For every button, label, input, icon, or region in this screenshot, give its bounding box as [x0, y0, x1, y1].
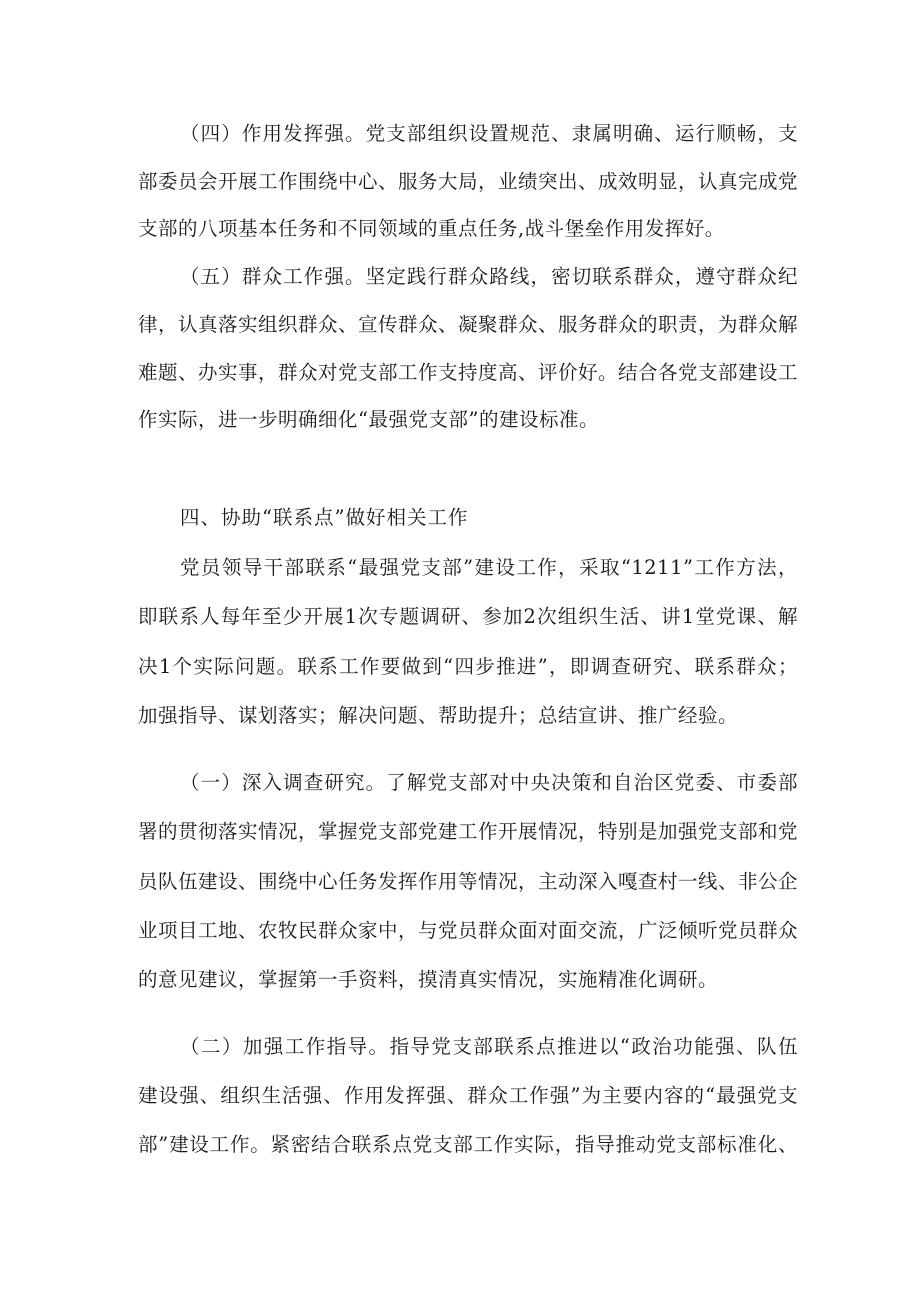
item-one-line-4: 业项目工地、农牧民群众家中，与党员群众面对面交流，广泛倾听党员群众 — [138, 919, 799, 942]
item-one-line-1: （一）深入调查研究。了解党支部对中央决策和自治区党委、市委部 — [180, 771, 798, 794]
section-v-line-1: （五）群众工作强。坚定践行群众路线，密切联系群众，遵守群众纪 — [180, 265, 798, 288]
item-two-line-1: （二）加强工作指导。指导党支部联系点推进以“政治功能强、队伍 — [180, 1035, 798, 1058]
item-two-line-2: 建设强、组织生活强、作用发挥强、群众工作强”为主要内容的“最强党支 — [138, 1084, 798, 1107]
intro-line-2: 即联系人每年至少开展1次专题调研、参加2次组织生活、讲1堂党课、解 — [138, 605, 798, 628]
section-iv-line-3: 支部的八项基本任务和不同领域的重点任务,战斗堡垒作用发挥好。 — [138, 217, 725, 240]
section-iv-line-2: 部委员会开展工作围绕中心、服务大局，业绩突出、成效明显，认真完成党 — [138, 170, 799, 193]
intro-line-3: 决1个实际问题。联系工作要做到“四步推进”，即调查研究、联系群众； — [138, 655, 798, 678]
section-iv-line-1: （四）作用发挥强。党支部组织设置规范、隶属明确、运行顺畅，支 — [180, 122, 798, 145]
section-v-line-4: 作实际，进一步明确细化“最强党支部”的建设标准。 — [138, 408, 599, 431]
item-one-line-2: 署的贯彻落实情况，掌握党支部党建工作开展情况，特别是加强党支部和党 — [138, 820, 799, 843]
item-one-line-3: 员队伍建设、围绕中心任务发挥作用等情况，主动深入嘎查村一线、非公企 — [138, 870, 799, 893]
intro-line-4: 加强指导、谋划落实；解决问题、帮助提升；总结宣讲、推广经验。 — [138, 704, 739, 727]
intro-line-1: 党员领导干部联系“最强党支部”建设工作，采取“1211”工作方法， — [180, 556, 798, 579]
item-two-line-3: 部”建设工作。紧密结合联系点党支部工作实际，指导推动党支部标准化、 — [138, 1133, 798, 1156]
section-v-line-2: 律，认真落实组织群众、宣传群众、凝聚群众、服务群众的职责，为群众解 — [138, 313, 799, 336]
section-heading-four: 四、协助“联系点”做好相关工作 — [180, 506, 469, 529]
section-v-line-3: 难题、办实事，群众对党支部工作支持度高、评价好。结合各党支部建设工 — [138, 361, 799, 384]
item-one-line-5: 的意见建议，掌握第一手资料，摸清真实情况，实施精准化调研。 — [138, 968, 719, 991]
